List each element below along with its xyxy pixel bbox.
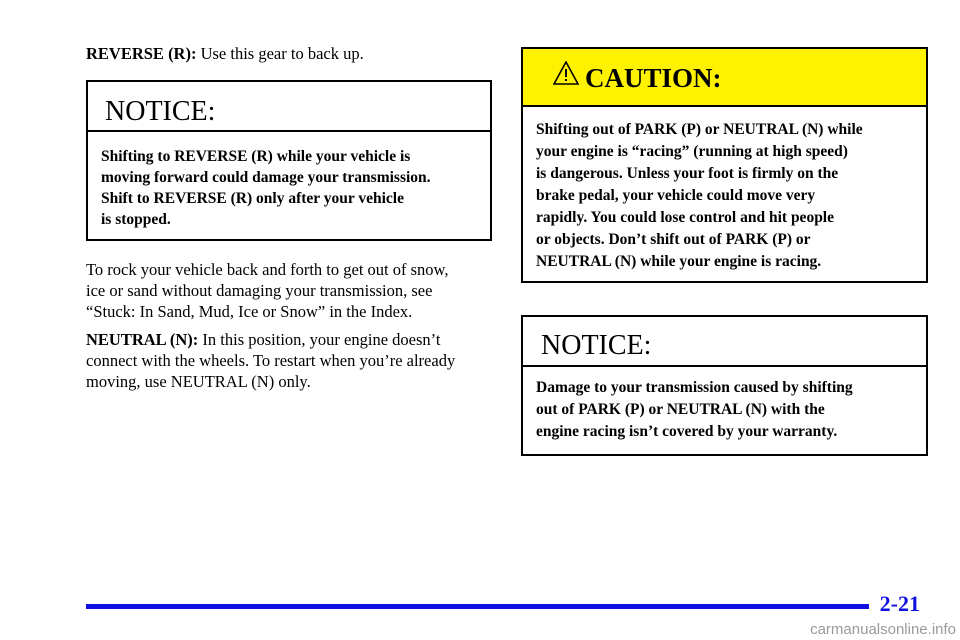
notice-box-reverse: [86, 80, 492, 241]
caution-line: your engine is “racing” (running at high speed): [536, 143, 848, 160]
footer-rule: [86, 604, 869, 609]
notice-line: out of PARK (P) or NEUTRAL (N) with the: [536, 401, 825, 418]
caution-body: [523, 107, 926, 273]
notice-title: NOTICE:: [88, 82, 490, 132]
reverse-paragraph: [86, 43, 496, 64]
paragraph-line: moving, use NEUTRAL (N) only.: [86, 372, 311, 391]
warning-triangle-icon: [553, 61, 579, 92]
notice-line: Shift to REVERSE (R) only after your vehicle: [101, 190, 404, 207]
caution-line: or objects. Don’t shift out of PARK (P) or: [536, 231, 811, 248]
caution-line: brake pedal, your vehicle could move very: [536, 187, 816, 204]
paragraph-line: “Stuck: In Sand, Mud, Ice or Snow” in the Index.: [86, 302, 413, 321]
notice-line: Shifting to REVERSE (R) while your vehicle is: [101, 148, 411, 165]
paragraph-line: ice or sand without damaging your transmission, see: [86, 281, 433, 300]
reverse-label: REVERSE (R):: [86, 44, 197, 63]
neutral-paragraph: [86, 329, 496, 392]
paragraph-line: connect with the wheels. To restart when you’re already: [86, 351, 456, 370]
notice-line: engine racing isn’t covered by your warranty.: [536, 423, 838, 440]
caution-line: NEUTRAL (N) while your engine is racing.: [536, 253, 822, 270]
notice-body: [523, 367, 926, 443]
notice-box-warranty: [521, 315, 928, 456]
notice-title: NOTICE:: [523, 317, 926, 367]
paragraph-line: To rock your vehicle back and forth to get out of snow,: [86, 260, 449, 279]
page-number: 2-21: [879, 591, 920, 616]
caution-line: is dangerous. Unless your foot is firmly on the: [536, 165, 839, 182]
notice-body: [88, 132, 490, 230]
caution-header: [523, 49, 926, 107]
paragraph-line: In this position, your engine doesn’t: [198, 330, 441, 349]
notice-line: moving forward could damage your transmission.: [101, 169, 431, 186]
caution-line: rapidly. You could lose control and hit people: [536, 209, 834, 226]
notice-line: Damage to your transmission caused by shifting: [536, 379, 853, 396]
notice-line: is stopped.: [101, 211, 171, 228]
rock-vehicle-paragraph: [86, 259, 496, 322]
caution-line: Shifting out of PARK (P) or NEUTRAL (N) while: [536, 121, 863, 138]
reverse-text: Use this gear to back up.: [196, 44, 364, 63]
watermark: carmanualsonline.info: [810, 621, 956, 638]
neutral-label: NEUTRAL (N):: [86, 330, 199, 349]
caution-box: [521, 47, 928, 283]
caution-title: CAUTION:: [585, 63, 722, 93]
